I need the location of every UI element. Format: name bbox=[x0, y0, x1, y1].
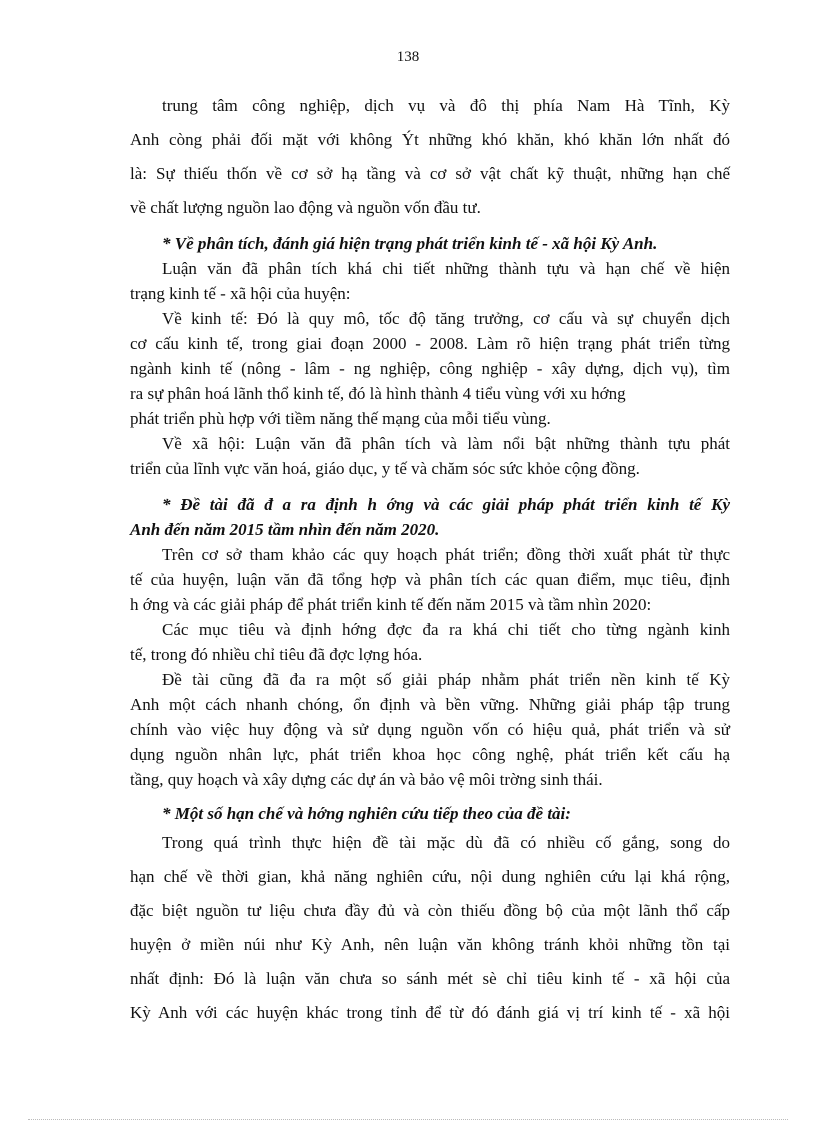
page-number: 138 bbox=[396, 49, 420, 65]
text-line: trạng kinh tế - xã hội của huyện: bbox=[130, 284, 351, 303]
text-line: là: Sự thiếu thốn về cơ sở hạ tầng và cơ sở vật chất kỹ thuật, những hạn chế bbox=[130, 164, 730, 183]
text-line: trung tâm công nghiệp, dịch vụ và đô thị phía Nam Hà Tĩnh, Kỳ bbox=[162, 96, 730, 115]
text-line: Đề tài cũng đã đa ra một số giải pháp nhằm phát triển nền kinh tế Kỳ bbox=[162, 670, 730, 689]
section-heading: * Đề tài đã đ a ra định h ớng và các giải pháp phát triển kinh tế Kỳ bbox=[162, 495, 730, 514]
text-line: Về xã hội: Luận văn đã phân tích và làm nổi bật những thành tựu phát bbox=[162, 434, 730, 453]
footer-divider bbox=[28, 1119, 788, 1120]
text-line: cơ cấu kinh tế, trong giai đoạn 2000 - 2008. Làm rõ hiện trạng phát triển từng bbox=[130, 334, 730, 353]
text-line: Kỳ Anh với các huyện khác trong tỉnh để từ đó đánh giá vị trí kinh tế - xã hội bbox=[130, 1003, 730, 1022]
text-line: đặc biệt nguồn tư liệu chưa đầy đủ và còn thiếu đồng bộ của một lãnh thổ cấp bbox=[130, 901, 730, 920]
text-line: Anh một cách nhanh chóng, ổn định và bền vững. Những giải pháp tập trung bbox=[130, 695, 730, 714]
text-line: Anh còng phải đối mặt với không Ýt những khó khăn, khó khăn lớn nhất đó bbox=[130, 130, 730, 149]
text-line: Trong quá trình thực hiện đề tài mặc dù đã có nhiều cố gắng, song do bbox=[162, 833, 730, 852]
section-heading: Anh đến năm 2015 tầm nhìn đến năm 2020. bbox=[130, 520, 440, 539]
text-line: chính vào việc huy động và sử dụng nguồn vốn có hiệu quả, phát triển và sử bbox=[130, 720, 730, 739]
text-line: triển của lĩnh vực văn hoá, giáo dục, y tế và chăm sóc sức khỏe cộng đồng. bbox=[130, 459, 640, 478]
text-line: Các mục tiêu và định hớng đợc đa ra khá chi tiết cho từng ngành kinh bbox=[162, 620, 730, 639]
text-line: Về kinh tế: Đó là quy mô, tốc độ tăng trưởng, cơ cấu và sự chuyển dịch bbox=[162, 309, 730, 328]
text-line: nhất định: Đó là luận văn chưa so sánh mét sè chỉ tiêu kinh tế - xã hội của bbox=[130, 969, 730, 988]
text-line: Luận văn đã phân tích khá chi tiết những thành tựu và hạn chế về hiện bbox=[162, 259, 730, 278]
text-line: tầng, quy hoạch và xây dựng các dự án và bảo vệ môi trờng sinh thái. bbox=[130, 770, 603, 789]
text-line: ngành kinh tế (nông - lâm - ng nghiệp, công nghiệp - xây dựng, dịch vụ), tìm bbox=[130, 359, 730, 378]
text-line: về chất lượng nguồn lao động và nguồn vốn đầu tư. bbox=[130, 198, 481, 217]
section-heading: * Về phân tích, đánh giá hiện trạng phát triển kinh tế - xã hội Kỳ Anh. bbox=[162, 234, 658, 253]
text-line: huyện ở miền núi như Kỳ Anh, nên luận văn không tránh khỏi những tồn tại bbox=[130, 935, 730, 954]
section-heading: * Một số hạn chế và hớng nghiên cứu tiếp theo của đề tài: bbox=[162, 804, 571, 823]
text-line: ra sự phân hoá lãnh thổ kinh tế, đó là hình thành 4 tiểu vùng với xu hớng bbox=[130, 384, 626, 403]
text-line: dụng nguồn nhân lực, phát triển khoa học công nghệ, phát triển kết cấu hạ bbox=[130, 745, 730, 764]
text-line: tế của huyện, luận văn đã tổng hợp và phân tích các quan điểm, mục tiêu, định bbox=[130, 570, 730, 589]
text-line: tế, trong đó nhiều chỉ tiêu đã đợc lợng hóa. bbox=[130, 645, 423, 664]
text-line: h ớng và các giải pháp để phát triển kinh tế đến năm 2015 và tầm nhìn 2020: bbox=[130, 595, 652, 614]
text-line: Trên cơ sở tham khảo các quy hoạch phát triển; đồng thời xuất phát từ thực bbox=[162, 545, 730, 564]
text-line: phát triển phù hợp với tiềm năng thế mạng của mỗi tiểu vùng. bbox=[130, 409, 551, 428]
text-line: hạn chế về thời gian, khả năng nghiên cứu, nội dung nghiên cứu lại khá rộng, bbox=[130, 867, 730, 886]
